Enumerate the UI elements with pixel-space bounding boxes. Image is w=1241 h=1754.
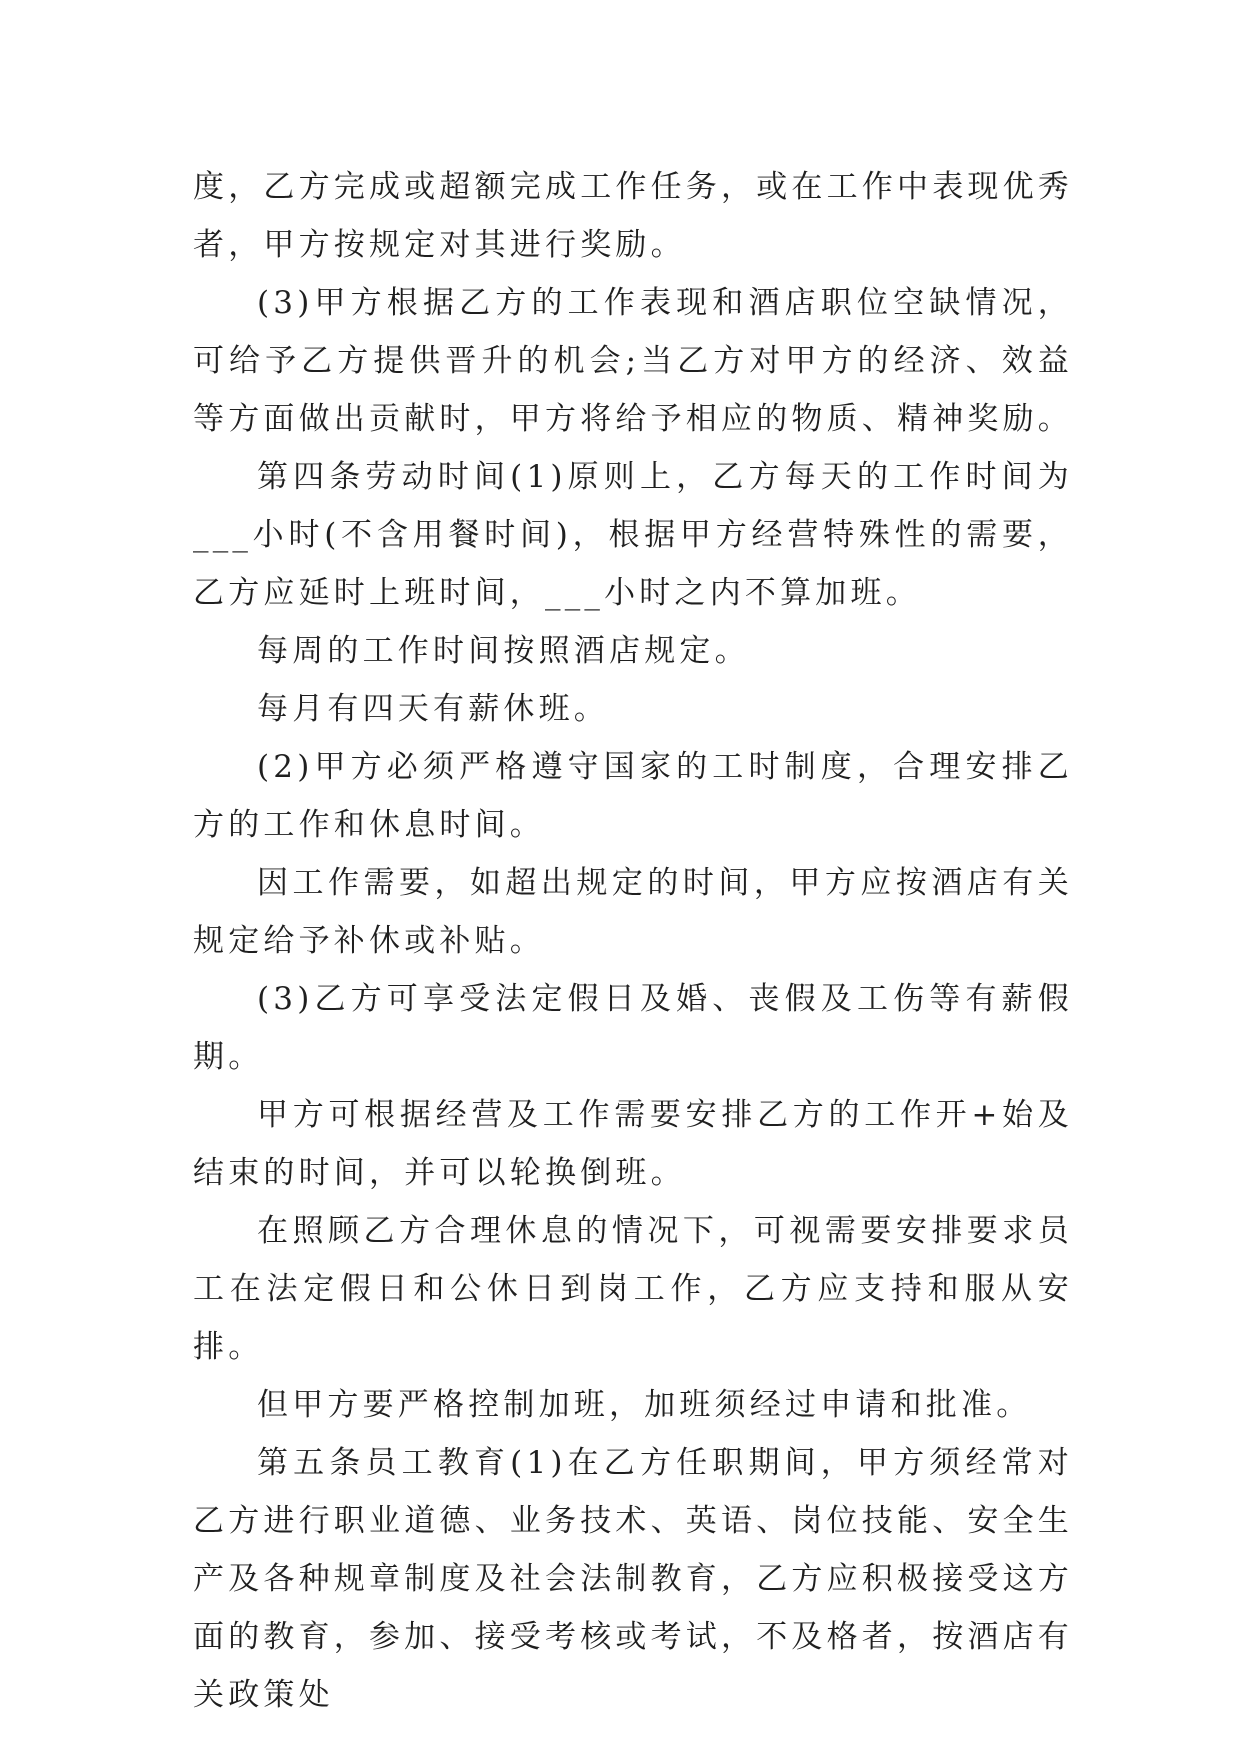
paragraph: 甲方可根据经营及工作需要安排乙方的工作开+始及结束的时间，并可以轮换倒班。 xyxy=(193,1097,1073,1191)
paragraph: 每周的工作时间按照酒店规定。 xyxy=(257,633,750,669)
paragraph: 在照顾乙方合理休息的情况下，可视需要安排要求员工在法定假日和公休日到岗工作，乙方应支持和服从安排。 xyxy=(193,1213,1073,1365)
paragraph: 但甲方要严格控制加班，加班须经过申请和批准。 xyxy=(257,1387,1032,1423)
paragraph-article-5: 第五条员工教育(1)在乙方任职期间，甲方须经常对乙方进行职业道德、业务技术、英语、岗位技能、安全生产及各种规章制度及社会法制教育，乙方应积极接受这方面的教育，参加、接受考核或考试，不及格者，按酒店有关政策处 xyxy=(193,1445,1073,1713)
paragraph-article-4: 第四条劳动时间(1)原则上，乙方每天的工作时间为___小时(不含用餐时间)，根据甲方经营特殊性的需要，乙方应延时上班时间，___小时之内不算加班。 xyxy=(193,459,1073,611)
paragraph: (3)甲方根据乙方的工作表现和酒店职位空缺情况，可给予乙方提供晋升的机会;当乙方对甲方的经济、效益等方面做出贡献时，甲方将给予相应的物质、精神奖励。 xyxy=(193,285,1073,437)
paragraph: (2)甲方必须严格遵守国家的工时制度，合理安排乙方的工作和休息时间。 xyxy=(193,749,1073,843)
paragraph: 因工作需要，如超出规定的时间，甲方应按酒店有关规定给予补休或补贴。 xyxy=(193,865,1073,959)
paragraph: 每月有四天有薪休班。 xyxy=(257,691,609,727)
paragraph: (3)乙方可享受法定假日及婚、丧假及工伤等有薪假期。 xyxy=(193,981,1073,1075)
paragraph-continuation: 度，乙方完成或超额完成工作任务，或在工作中表现优秀者，甲方按规定对其进行奖励。 xyxy=(193,169,1073,263)
body-text xyxy=(193,158,1073,1724)
